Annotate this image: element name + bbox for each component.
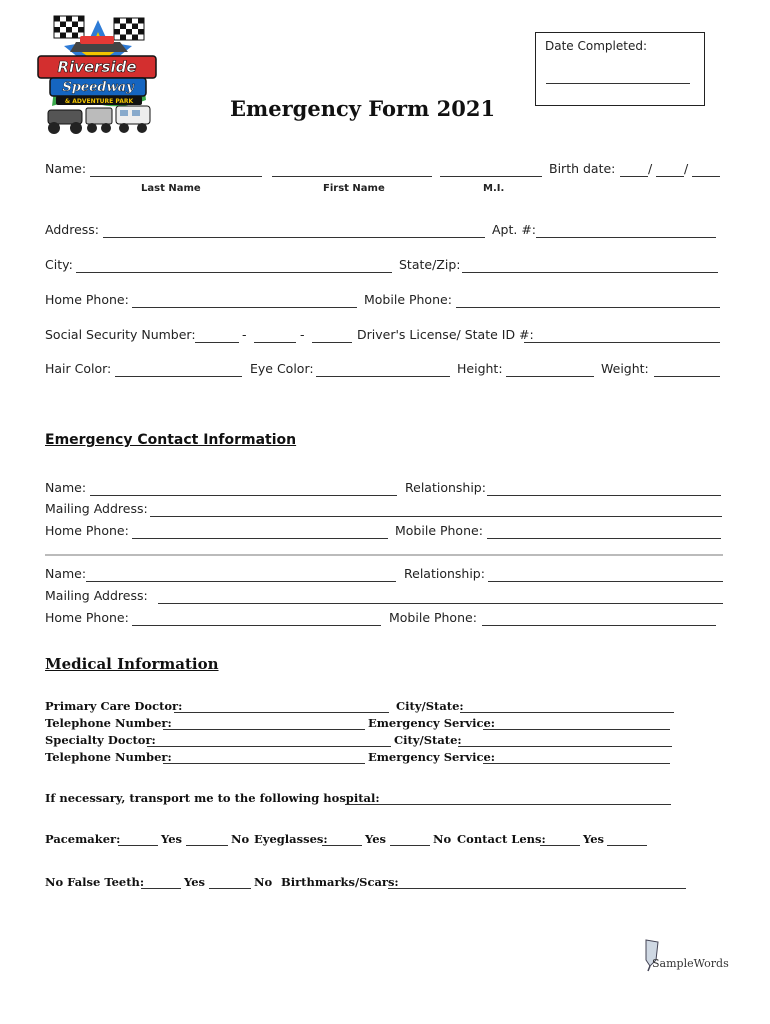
- false-teeth-yes-label: Yes: [184, 875, 206, 889]
- eye-color-field[interactable]: [316, 376, 450, 377]
- contact-2-mailing-label: Mailing Address:: [45, 588, 148, 603]
- ssn-part-2-field[interactable]: [254, 342, 296, 343]
- speedway-logo-icon: [36, 12, 160, 138]
- contact-2-name-field[interactable]: [86, 581, 396, 582]
- first-name-caption: First Name: [323, 183, 385, 194]
- pacemaker-no-label: No: [231, 832, 250, 846]
- contact-1-name-label: Name:: [45, 480, 87, 495]
- logo-line-1: Riverside: [57, 58, 137, 76]
- name-label: Name:: [45, 161, 87, 176]
- false-teeth-no-field[interactable]: [209, 888, 251, 889]
- primary-emergency-service-field[interactable]: [483, 729, 670, 730]
- contact-1-name-field[interactable]: [90, 495, 397, 496]
- mi-caption: M.I.: [483, 183, 505, 194]
- primary-emergency-service-label: Emergency Service:: [368, 716, 496, 730]
- eye-color-label: Eye Color:: [250, 361, 314, 376]
- contact-lens-label: Contact Lens:: [457, 832, 546, 846]
- contact-2-home-phone-label: Home Phone:: [45, 610, 129, 625]
- ssn-part-3-field[interactable]: [312, 342, 352, 343]
- birth-day-field[interactable]: [656, 176, 684, 177]
- specialty-telephone-label: Telephone Number:: [45, 750, 172, 764]
- contact-1-home-phone-label: Home Phone:: [45, 523, 129, 538]
- last-name-caption: Last Name: [141, 183, 201, 194]
- contact-1-relationship-field[interactable]: [487, 495, 721, 496]
- eyeglasses-yes-label: Yes: [365, 832, 387, 846]
- last-name-field[interactable]: [90, 176, 262, 177]
- contact-lens-yes-field[interactable]: [540, 845, 580, 846]
- birth-date-label: Birth date:: [549, 161, 616, 176]
- birth-year-field[interactable]: [692, 176, 720, 177]
- watermark-text: SampleWords: [652, 957, 729, 970]
- contact-1-mobile-phone-label: Mobile Phone:: [395, 523, 483, 538]
- logo-line-3: & ADVENTURE PARK: [64, 98, 134, 105]
- mobile-phone-field[interactable]: [456, 307, 720, 308]
- ssn-dash-2: -: [300, 327, 305, 342]
- apt-field[interactable]: [536, 237, 716, 238]
- contact-2-name-label: Name:: [45, 566, 87, 581]
- license-label: Driver's License/ State ID #:: [357, 327, 534, 342]
- contact-2-relationship-label: Relationship:: [404, 566, 485, 581]
- pacemaker-yes-field[interactable]: [118, 845, 158, 846]
- height-label: Height:: [457, 361, 503, 376]
- vehicles-icon: [48, 106, 150, 134]
- state-zip-field[interactable]: [462, 272, 718, 273]
- logo-line-2: Speedway: [62, 80, 134, 95]
- birth-sep-2: /: [684, 161, 689, 176]
- contact-1-home-phone-field[interactable]: [132, 538, 388, 539]
- date-completed-box: [535, 32, 705, 106]
- pacemaker-yes-label: Yes: [161, 832, 183, 846]
- primary-city-state-field[interactable]: [460, 712, 674, 713]
- specialty-city-state-label: City/State:: [394, 733, 462, 747]
- specialty-doctor-label: Specialty Doctor:: [45, 733, 156, 747]
- address-field[interactable]: [103, 237, 485, 238]
- date-completed-field[interactable]: [546, 83, 690, 84]
- specialty-city-state-field[interactable]: [458, 746, 672, 747]
- false-teeth-yes-field[interactable]: [141, 888, 181, 889]
- eyeglasses-label: Eyeglasses:: [254, 832, 328, 846]
- birthmarks-field[interactable]: [388, 888, 686, 889]
- contact-2-mailing-field[interactable]: [158, 603, 723, 604]
- ssn-label: Social Security Number:: [45, 327, 196, 342]
- home-phone-label: Home Phone:: [45, 292, 129, 307]
- ssn-dash-1: -: [242, 327, 247, 342]
- weight-field[interactable]: [654, 376, 720, 377]
- primary-doctor-field[interactable]: [174, 712, 389, 713]
- eyeglasses-no-field[interactable]: [390, 845, 430, 846]
- primary-telephone-field[interactable]: [163, 729, 365, 730]
- page-title: Emergency Form 2021: [230, 96, 496, 121]
- address-label: Address:: [45, 222, 99, 237]
- middle-initial-field[interactable]: [440, 176, 542, 177]
- hair-color-label: Hair Color:: [45, 361, 112, 376]
- city-label: City:: [45, 257, 73, 272]
- specialty-doctor-field[interactable]: [147, 746, 391, 747]
- specialty-emergency-service-field[interactable]: [483, 763, 670, 764]
- specialty-telephone-field[interactable]: [163, 763, 365, 764]
- contact-2-mobile-phone-label: Mobile Phone:: [389, 610, 477, 625]
- birth-sep-1: /: [648, 161, 653, 176]
- eyeglasses-yes-field[interactable]: [322, 845, 362, 846]
- apt-label: Apt. #:: [492, 222, 537, 237]
- contact-lens-no-field[interactable]: [607, 845, 647, 846]
- height-field[interactable]: [506, 376, 594, 377]
- contact-1-mailing-label: Mailing Address:: [45, 501, 148, 516]
- first-name-field[interactable]: [272, 176, 432, 177]
- hair-color-field[interactable]: [115, 376, 242, 377]
- state-zip-label: State/Zip:: [399, 257, 461, 272]
- false-teeth-no-label: No: [254, 875, 273, 889]
- emergency-contact-heading: Emergency Contact Information: [45, 432, 297, 448]
- medical-info-heading: Medical Information: [45, 655, 219, 673]
- contact-2-mobile-phone-field[interactable]: [482, 625, 716, 626]
- date-completed-label: Date Completed:: [545, 39, 647, 53]
- contact-separator: [45, 554, 723, 556]
- mobile-phone-label: Mobile Phone:: [364, 292, 452, 307]
- hospital-label: If necessary, transport me to the following hospital:: [45, 791, 380, 805]
- primary-telephone-label: Telephone Number:: [45, 716, 172, 730]
- specialty-emergency-service-label: Emergency Service:: [368, 750, 496, 764]
- pacemaker-label: Pacemaker:: [45, 832, 121, 846]
- city-field[interactable]: [76, 272, 392, 273]
- primary-doctor-label: Primary Care Doctor:: [45, 699, 183, 713]
- ssn-part-1-field[interactable]: [195, 342, 239, 343]
- hospital-field[interactable]: [345, 804, 671, 805]
- contact-1-mobile-phone-field[interactable]: [487, 538, 721, 539]
- samplewords-watermark: [640, 938, 730, 978]
- speedway-logo: [36, 12, 160, 138]
- contact-1-relationship-label: Relationship:: [405, 480, 486, 495]
- license-field[interactable]: [524, 342, 720, 343]
- weight-label: Weight:: [601, 361, 649, 376]
- primary-city-state-label: City/State:: [396, 699, 464, 713]
- contact-lens-yes-label: Yes: [583, 832, 605, 846]
- birthmarks-label: Birthmarks/Scars:: [281, 875, 399, 889]
- home-phone-field[interactable]: [132, 307, 357, 308]
- false-teeth-label: No False Teeth:: [45, 875, 145, 889]
- contact-2-relationship-field[interactable]: [488, 581, 723, 582]
- contact-1-mailing-field[interactable]: [150, 516, 722, 517]
- eyeglasses-no-label: No: [433, 832, 452, 846]
- contact-2-home-phone-field[interactable]: [132, 625, 381, 626]
- pacemaker-no-field[interactable]: [186, 845, 228, 846]
- birth-month-field[interactable]: [620, 176, 648, 177]
